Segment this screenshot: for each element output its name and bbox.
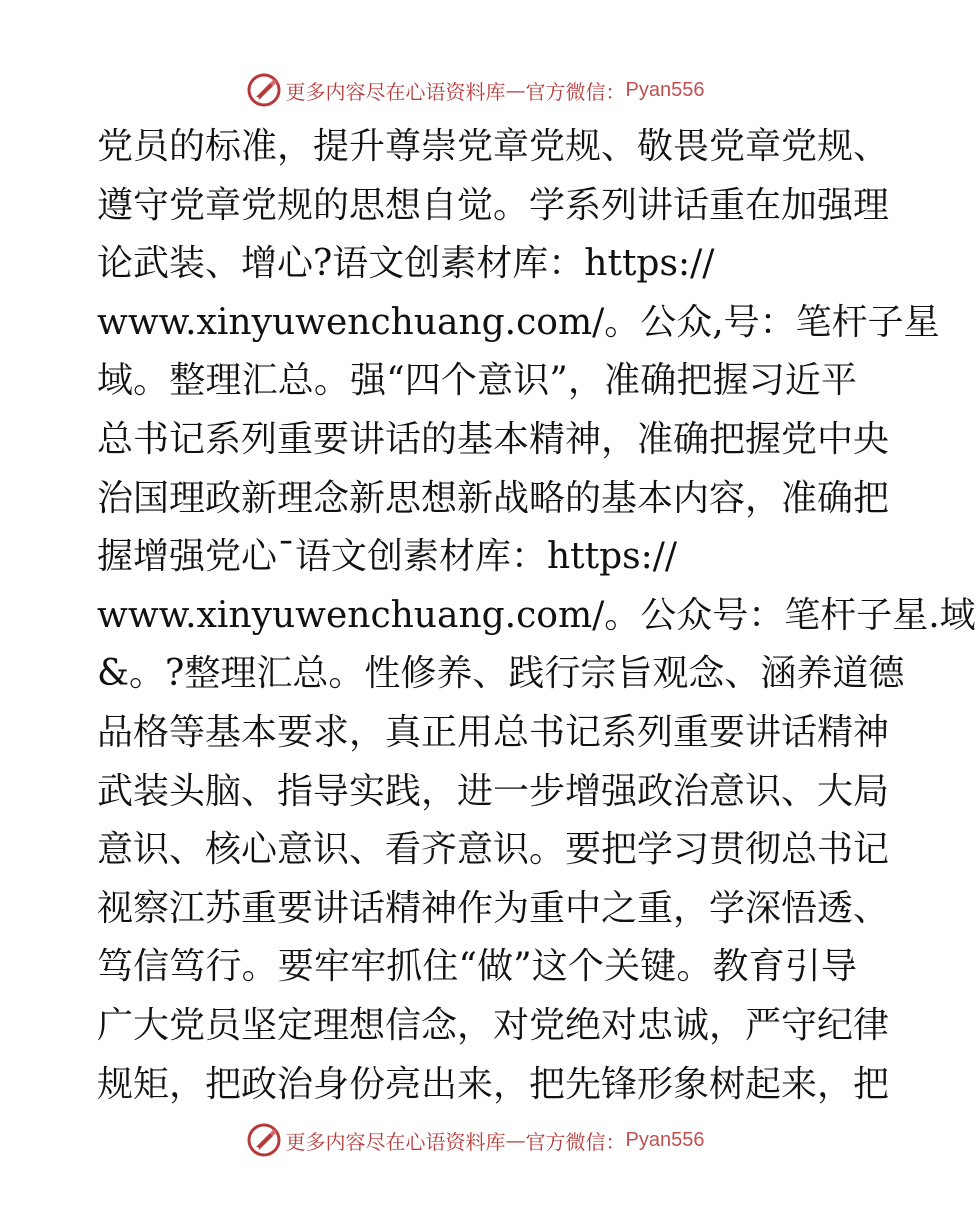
body-line: www.xinyuwenchuang.com/。公众号：笔杆子星.域	[97, 594, 976, 636]
body-line: 规矩，把政治身份亮出来，把先锋形象树起来，把	[97, 1063, 890, 1105]
body-line: 握增强党心¯语文创素材库：https://	[97, 536, 678, 578]
body-line: 意识、核心意识、看齐意识。要把学习贯彻总书记	[97, 829, 890, 871]
header-wechat-id: Pyan556	[625, 78, 705, 101]
body-line: 党员的标准，提升尊崇党章党规、敬畏党章党规、	[97, 126, 890, 167]
header-separator: —	[505, 78, 526, 102]
header-wechat-label: 官方微信：	[525, 79, 626, 104]
pen-logo-icon	[246, 72, 282, 108]
body-line: 遵守党章党规的思想自觉。学系列讲话重在加强理	[97, 184, 890, 226]
header-site-text: 更多内容尽在心语资料库	[285, 79, 506, 104]
body-line: 总书记系列重要讲话的基本精神，准确把握党中央	[97, 418, 890, 460]
footer-wechat-label: 官方微信：	[525, 1129, 626, 1154]
body-line: www.xinyuwenchuang.com/。公众,号：笔杆子星	[97, 301, 940, 343]
body-line: &。?整理汇总。性修养、践行宗旨观念、涵养道德	[97, 653, 905, 695]
body-line: 治国理政新理念新思想新战略的基本内容，准确把	[97, 477, 890, 519]
footer-site-text: 更多内容尽在心语资料库	[285, 1129, 506, 1154]
body-line: 武装头脑、指导实践，进一步增强政治意识、大局	[97, 770, 890, 812]
document-body	[97, 118, 976, 1114]
body-line: 视察江苏重要讲话精神作为重中之重，学深悟透、	[97, 887, 890, 929]
footer-separator: —	[505, 1128, 526, 1152]
footer-wechat-id: Pyan556	[625, 1128, 705, 1151]
body-line: 广大党员坚定理想信念，对党绝对忠诚，严守纪律	[97, 1004, 890, 1046]
header-banner	[0, 70, 950, 110]
body-line: 品格等基本要求，真正用总书记系列重要讲话精神	[97, 711, 890, 753]
body-line: 域。整理汇总。强“四个意识”，准确把握习近平	[97, 360, 857, 402]
pen-logo-icon	[246, 1122, 282, 1158]
footer-banner	[0, 1120, 950, 1160]
body-line: 论武装、增心?语文创素材库：https://	[97, 243, 715, 285]
body-line: 笃信笃行。要牢牢抓住“做”这个关键。教育引导	[97, 946, 857, 988]
